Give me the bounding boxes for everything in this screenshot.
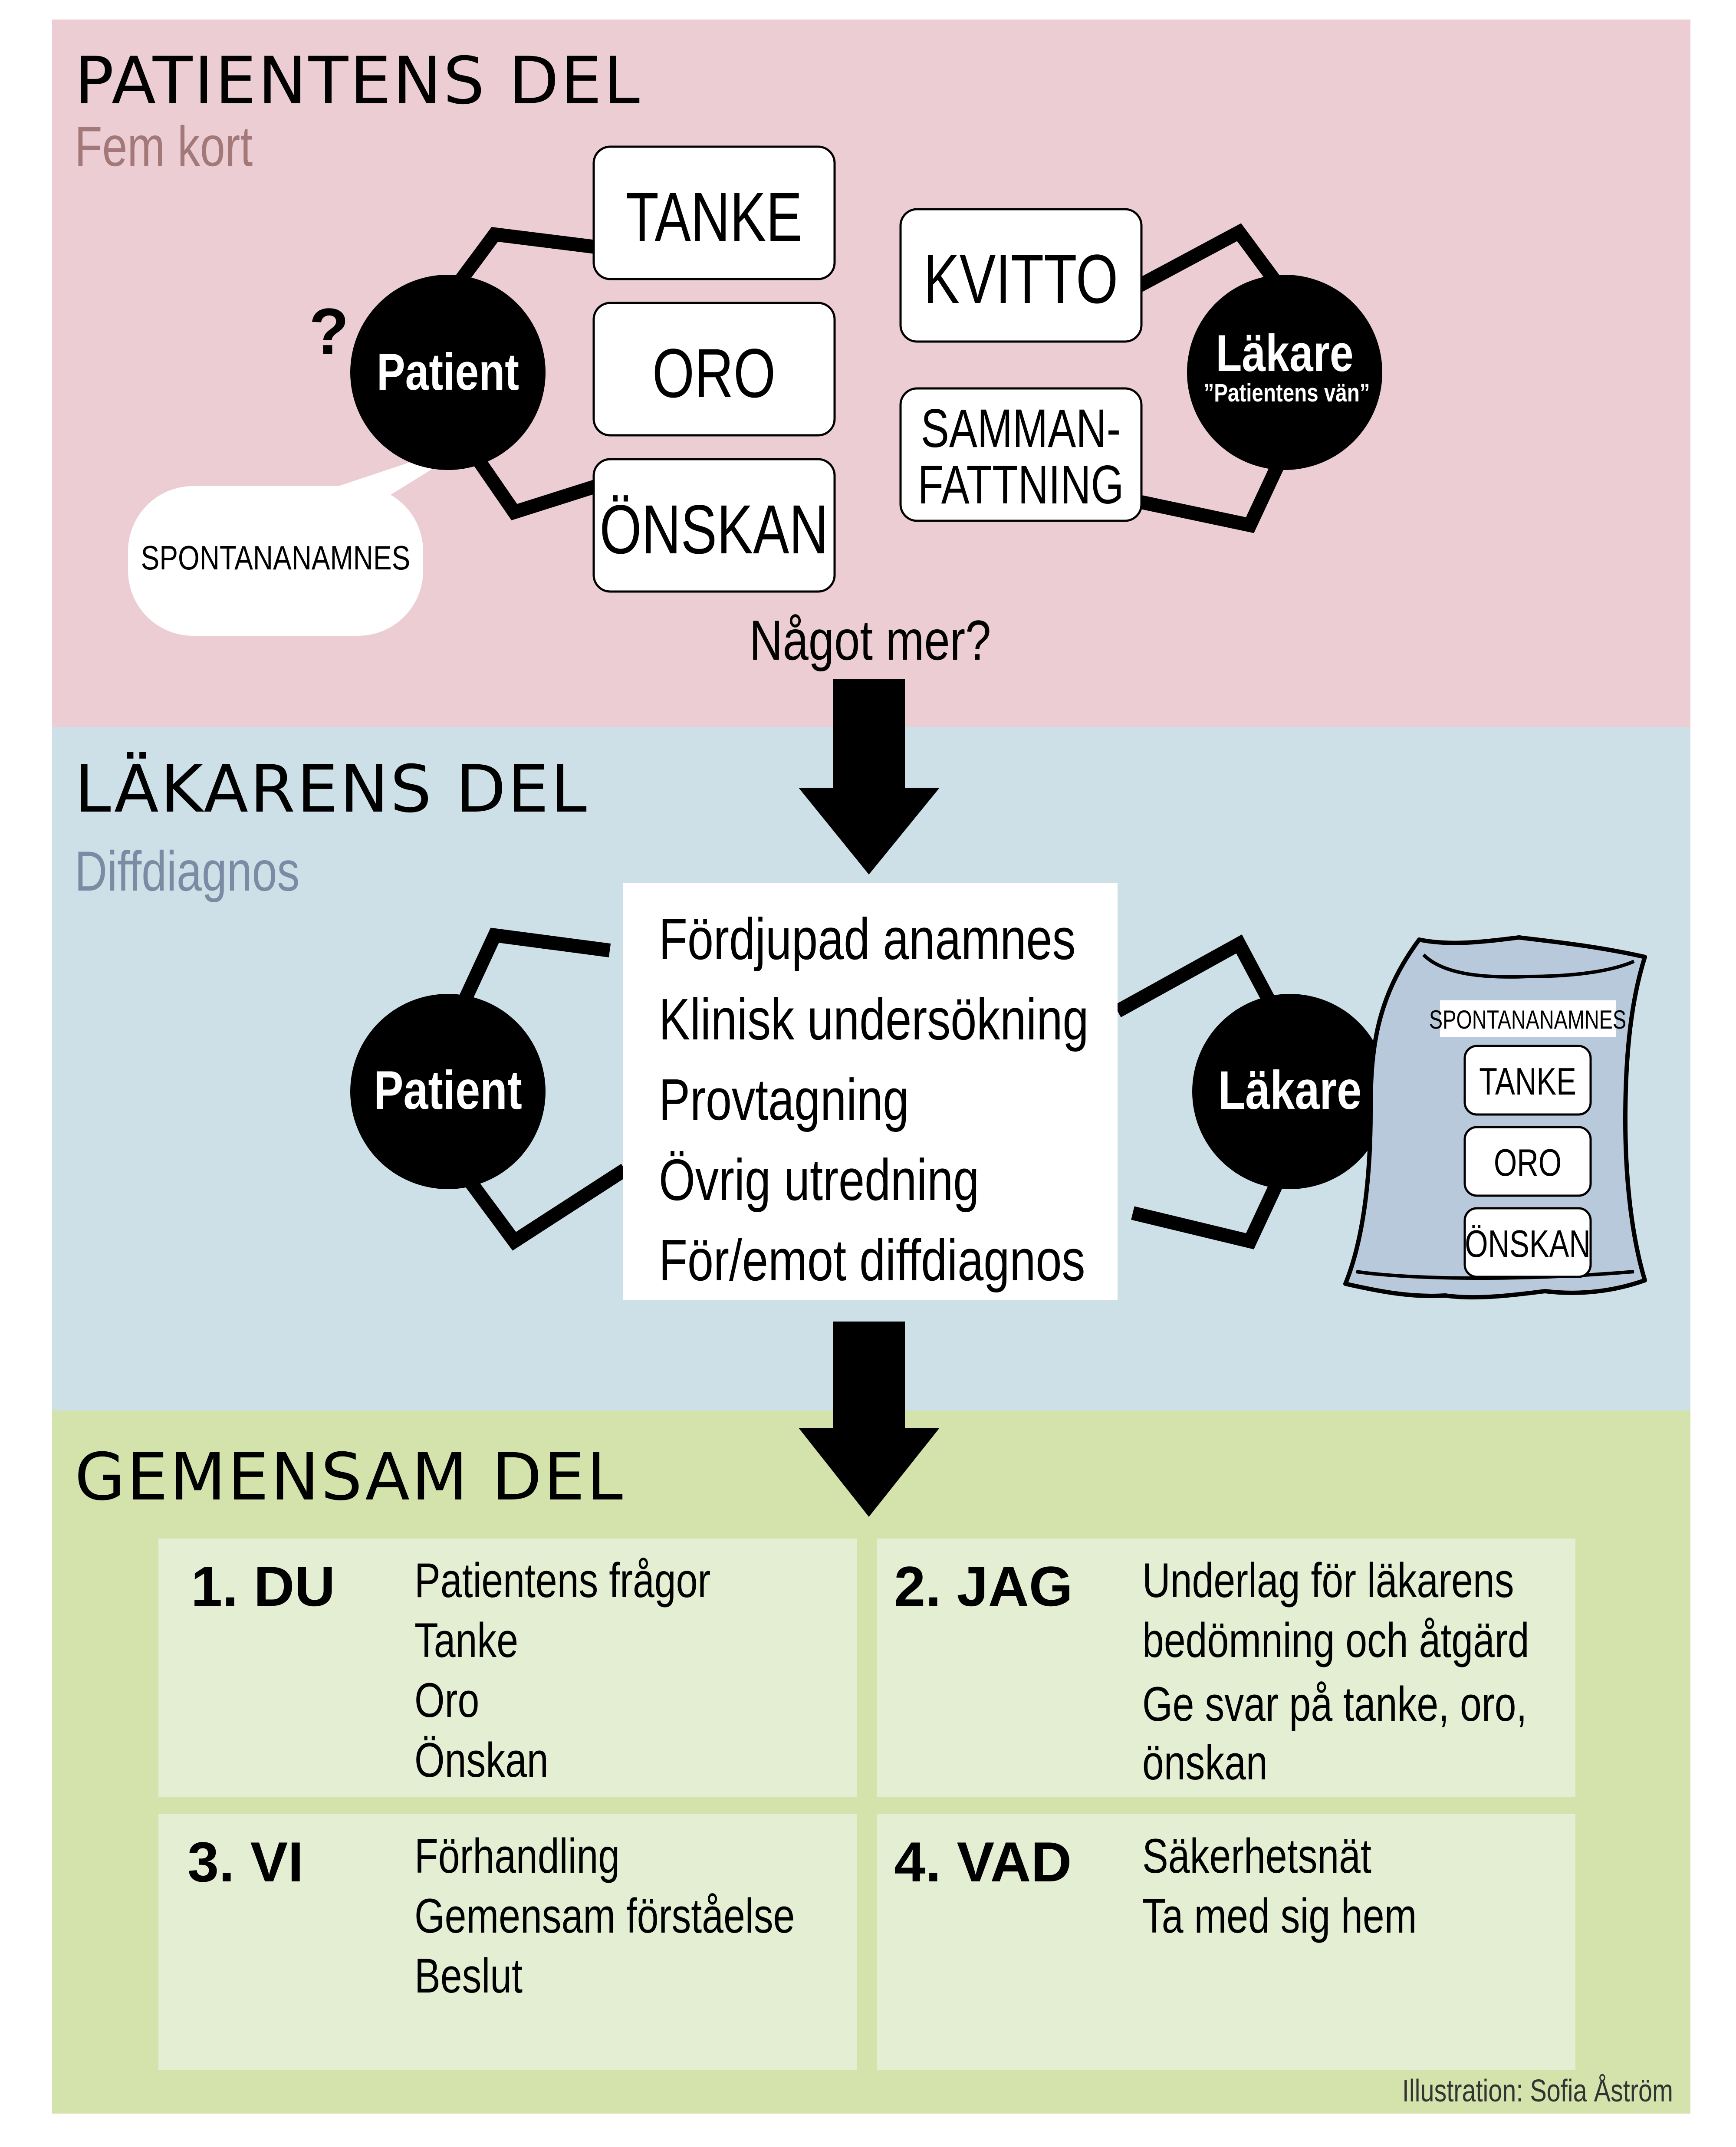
step-item: Fördjupad anamnes <box>659 906 1076 972</box>
step-item: Övrig utredning <box>659 1147 980 1213</box>
card-sammanfattning-line1: SAMMAN- <box>921 398 1121 459</box>
lakare-label-top: Läkare <box>1216 324 1354 383</box>
card-kvitto <box>901 209 1141 342</box>
lakare-label-middle: Läkare <box>1218 1060 1362 1121</box>
card-tanke-text: TANKE <box>625 178 802 256</box>
lakare-node-middle <box>1192 994 1387 1189</box>
shared-section-title: GEMENSAM DEL <box>75 1440 625 1515</box>
bag-card-text: ORO <box>1493 1141 1562 1184</box>
card-onskan <box>594 459 835 592</box>
shared-box-line: Ge svar på tanke, oro, <box>1142 1677 1527 1732</box>
shared-box-line: bedömning och åtgärd <box>1142 1613 1529 1668</box>
bag-illustration <box>1345 937 1645 1297</box>
shared-box-line: Tanke <box>414 1613 519 1668</box>
card-onskan-text: ÖNSKAN <box>599 491 829 569</box>
bag-label: SPONTANANAMNES <box>1429 1005 1627 1035</box>
lakare-node-top <box>1187 275 1382 470</box>
shared-box-vi <box>158 1814 857 2070</box>
patient-label-middle: Patient <box>374 1060 522 1121</box>
prompt-nagot-mer: Något mer? <box>749 608 991 672</box>
patient-label-top: Patient <box>376 343 519 401</box>
card-oro <box>594 303 835 435</box>
shared-box-line: Önskan <box>414 1733 549 1788</box>
step-item: För/emot diffdiagnos <box>659 1227 1085 1293</box>
shared-box-line: Beslut <box>414 1949 523 2003</box>
step-item: Provtagning <box>659 1066 909 1132</box>
card-tanke <box>594 147 835 279</box>
patient-section-title: PATIENTENS DEL <box>75 43 642 119</box>
shared-box-heading: 1. DU <box>191 1555 335 1618</box>
lakare-sublabel-top: ”Patientens vän” <box>1203 379 1370 408</box>
shared-box-heading: 2. JAG <box>894 1555 1073 1618</box>
shared-box-line: Ta med sig hem <box>1142 1889 1417 1943</box>
shared-box-heading: 3. VI <box>187 1830 304 1894</box>
card-sammanfattning <box>901 388 1141 521</box>
doctor-section-subtitle: Diffdiagnos <box>75 839 300 903</box>
shared-box-line: Oro <box>414 1673 480 1728</box>
shared-box-line: önskan <box>1142 1736 1268 1790</box>
doctor-section-title: LÄKARENS DEL <box>75 752 589 827</box>
card-sammanfattning-line2: FATTNING <box>917 454 1124 515</box>
shared-box-heading: 4. VAD <box>894 1830 1072 1894</box>
card-kvitto-text: KVITTO <box>923 240 1118 318</box>
question-mark: ? <box>309 295 349 368</box>
shared-box-line: Patientens frågor <box>414 1553 711 1608</box>
bag-card-text: ÖNSKAN <box>1465 1222 1591 1265</box>
shared-box-line: Underlag för läkarens <box>1142 1553 1514 1608</box>
speech-bubble-text: SPONTANANAMNES <box>141 539 411 577</box>
shared-box-line: Gemensam förståelse <box>414 1889 795 1943</box>
bag-card-text: TANKE <box>1479 1060 1576 1103</box>
patient-node-middle <box>350 994 546 1189</box>
step-item: Klinisk undersökning <box>659 986 1089 1052</box>
shared-box-du <box>158 1539 857 1797</box>
patient-node-top <box>350 275 546 470</box>
shared-box-line: Förhandling <box>414 1829 620 1884</box>
illustration-credit: Illustration: Sofia Åström <box>1402 2073 1674 2108</box>
shared-box-vad <box>877 1814 1575 2070</box>
card-oro-text: ORO <box>652 335 776 412</box>
patient-section-subtitle: Fem kort <box>75 114 253 178</box>
shared-box-jag <box>877 1539 1575 1797</box>
shared-box-line: Säkerhetsnät <box>1142 1829 1371 1884</box>
steps-box <box>623 883 1118 1300</box>
